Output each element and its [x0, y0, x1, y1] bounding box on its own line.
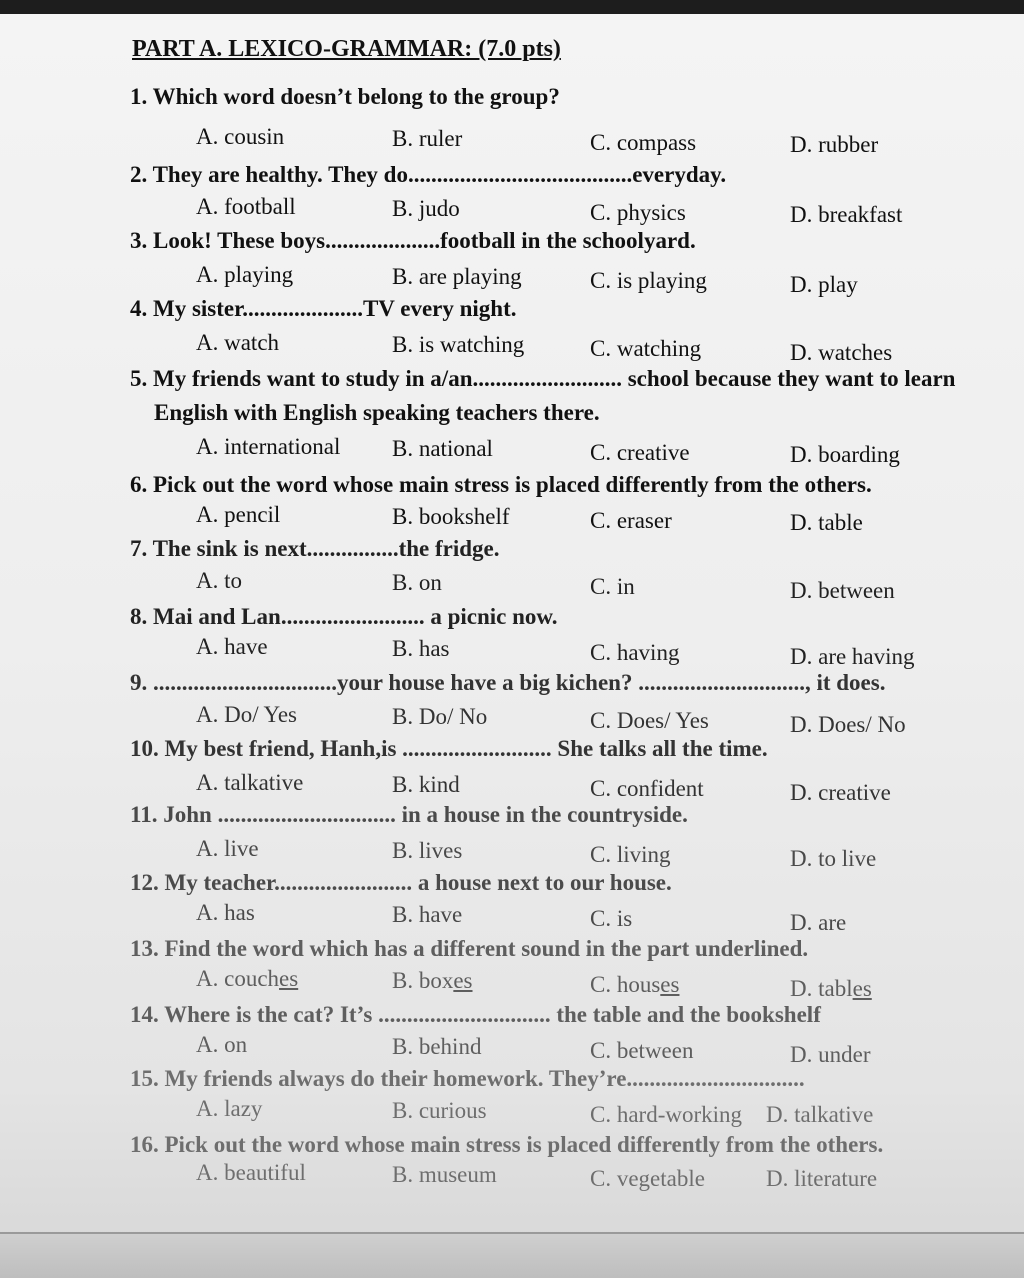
- q13-option-a: A. couches: [196, 966, 299, 991]
- q7-option-b: B. on: [392, 570, 442, 595]
- question-12-stem: 12. My teacher........................ a house next to our house.: [130, 870, 672, 895]
- question-13-stem: 13. Find the word which has a different sound in the part underlined.: [130, 936, 809, 961]
- question-14-stem: 14. Where is the cat? It’s .............................. the table and the bookshelf: [130, 1002, 821, 1027]
- question-16-stem: 16. Pick out the word whose main stress is placed differently from the others.: [130, 1132, 884, 1157]
- monitor-top-bezel: [0, 0, 1024, 14]
- q9-option-a: A. Do/ Yes: [196, 702, 297, 727]
- q16-option-a: A. beautiful: [196, 1160, 306, 1185]
- q7-option-a: A. to: [196, 568, 242, 593]
- q2-option-d: D. breakfast: [790, 202, 903, 227]
- q14-option-c: C. between: [590, 1038, 694, 1063]
- q13-option-c: C. houses: [590, 972, 680, 997]
- q16-option-d: D. literature: [766, 1166, 878, 1191]
- q1-option-c: C. compass: [590, 130, 697, 155]
- q9-option-b: B. Do/ No: [392, 704, 488, 729]
- q11-option-c: C. living: [590, 842, 671, 867]
- q9-option-d: D. Does/ No: [790, 712, 906, 737]
- q4-option-d: D. watches: [790, 340, 893, 365]
- q8-option-d: D. are having: [790, 644, 915, 669]
- q7-option-d: D. between: [790, 578, 895, 603]
- q6-option-a: A. pencil: [196, 502, 281, 527]
- q5-option-a: A. international: [196, 434, 341, 459]
- question-11-stem: 11. John ............................... in a house in the countryside.: [130, 802, 688, 827]
- q8-option-b: B. has: [392, 636, 450, 661]
- q3-option-d: D. play: [790, 272, 858, 297]
- question-8-stem: 8. Mai and Lan......................... a picnic now.: [130, 604, 558, 629]
- q12-option-c: C. is: [590, 906, 633, 931]
- question-15-stem: 15. My friends always do their homework. They’re...............................: [130, 1066, 805, 1091]
- q2-option-b: B. judo: [392, 196, 460, 221]
- q9-option-c: C. Does/ Yes: [590, 708, 709, 733]
- q10-option-a: A. talkative: [196, 770, 304, 795]
- q10-option-b: B. kind: [392, 772, 460, 797]
- q8-option-a: A. have: [196, 634, 268, 659]
- q13-option-d: D. tables: [790, 976, 872, 1001]
- q11-option-a: A. live: [196, 836, 259, 861]
- question-6-stem: 6. Pick out the word whose main stress is placed differently from the others.: [130, 472, 872, 497]
- section-header: PART A. LEXICO-GRAMMAR: (7.0 pts): [132, 36, 561, 62]
- q6-option-b: B. bookshelf: [392, 504, 510, 529]
- q3-option-c: C. is playing: [590, 268, 707, 293]
- question-7-stem: 7. The sink is next................the fridge.: [130, 536, 500, 561]
- monitor-bottom-bezel: [0, 1232, 1024, 1278]
- q15-option-d: D. talkative: [766, 1102, 874, 1127]
- q5-option-c: C. creative: [590, 440, 690, 465]
- q7-option-c: C. in: [590, 574, 635, 599]
- q4-option-b: B. is watching: [392, 332, 525, 357]
- q14-option-a: A. on: [196, 1032, 248, 1057]
- q14-option-d: D. under: [790, 1042, 871, 1067]
- q15-option-a: A. lazy: [196, 1096, 263, 1121]
- q1-option-b: B. ruler: [392, 126, 463, 151]
- q11-option-d: D. to live: [790, 846, 877, 871]
- q15-option-b: B. curious: [392, 1098, 487, 1123]
- q2-option-c: C. physics: [590, 200, 686, 225]
- question-3-stem: 3. Look! These boys....................football in the schoolyard.: [130, 228, 696, 253]
- q12-option-b: B. have: [392, 902, 463, 927]
- q5-option-b: B. national: [392, 436, 493, 461]
- question-4-stem: 4. My sister.....................TV every night.: [130, 296, 517, 321]
- question-1-stem: 1. Which word doesn’t belong to the group?: [130, 84, 560, 109]
- q8-option-c: C. having: [590, 640, 680, 665]
- q13-option-b: B. boxes: [392, 968, 473, 993]
- q10-option-c: C. confident: [590, 776, 704, 801]
- q3-option-a: A. playing: [196, 262, 294, 287]
- q5-option-d: D. boarding: [790, 442, 900, 467]
- q15-option-c: C. hard-working: [590, 1102, 743, 1127]
- q4-option-c: C. watching: [590, 336, 702, 361]
- q2-option-a: A. football: [196, 194, 296, 219]
- q1-option-d: D. rubber: [790, 132, 879, 157]
- question-10-stem: 10. My best friend, Hanh,is .......................... She talks all the time.: [130, 736, 768, 761]
- q6-option-c: C. eraser: [590, 508, 672, 533]
- q16-option-c: C. vegetable: [590, 1166, 705, 1191]
- q3-option-b: B. are playing: [392, 264, 522, 289]
- question-2-stem: 2. They are healthy. They do.......................................everyday.: [130, 162, 727, 187]
- q12-option-a: A. has: [196, 900, 255, 925]
- q11-option-b: B. lives: [392, 838, 463, 863]
- q12-option-d: D. are: [790, 910, 847, 935]
- q4-option-a: A. watch: [196, 330, 280, 355]
- question-5-stem-continued: English with English speaking teachers there.: [154, 400, 600, 425]
- q1-option-a: A. cousin: [196, 124, 285, 149]
- q16-option-b: B. museum: [392, 1162, 497, 1187]
- question-9-stem: 9. ................................your house have a big kichen? ............................., it does.: [130, 670, 886, 695]
- q6-option-d: D. table: [790, 510, 863, 535]
- q10-option-d: D. creative: [790, 780, 891, 805]
- q14-option-b: B. behind: [392, 1034, 482, 1059]
- question-5-stem: 5. My friends want to study in a/an.......................... school because they want to learn: [130, 366, 956, 391]
